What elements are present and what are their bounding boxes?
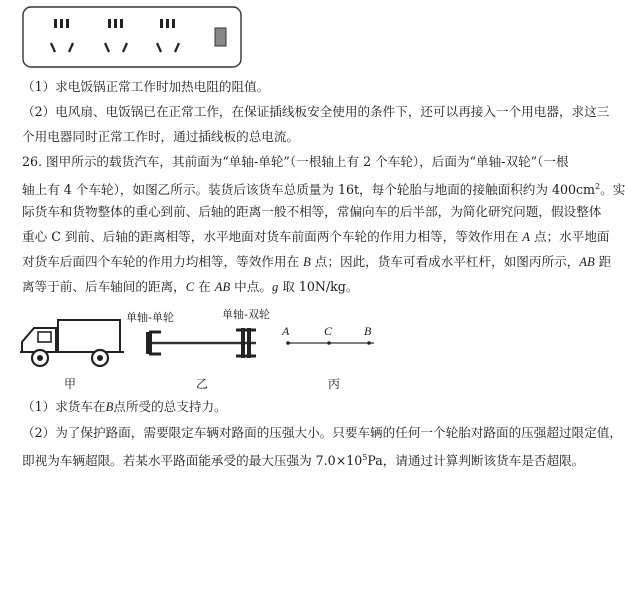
q26-line1: 26. 图甲所示的载货汽车，其前面为“单轴-单轮”（一根轴上有 2 个车轮），后面为“单轴-双轮”（一根 [22, 154, 569, 169]
q26-part1: （1）求货车在B点所受的总支持力。 [22, 399, 227, 414]
q25-part2-line1: （2）电风扇、电饭锅已在正常工作，在保证插线板安全使用的条件下，还可以再接入一个用电器，求这三 [22, 104, 610, 119]
q26-part2-line1: （2）为了保护路面，需要限定车辆对路面的压强大小。只要车辆的任何一个轮胎对路面的压强超过限定值， [22, 425, 622, 440]
point-c-label: C [324, 324, 333, 338]
axle-drawing [146, 328, 256, 358]
double-wheel-label: 单轴-双轮 [222, 308, 270, 321]
switch [215, 28, 226, 46]
point-a-label: A [282, 324, 290, 338]
figure-yi-caption: 乙 [196, 377, 209, 391]
figure-bing-caption: 丙 [328, 377, 341, 391]
truck-figures [16, 306, 396, 394]
q25-part2-line2: 个用电器同时正常工作时，通过插线板的总电流。 [22, 129, 300, 144]
power-strip-figure [22, 6, 242, 68]
q26-line6: 离等于前、后车轴间的距离，C 在 AB 中点。g 取 10N/kg。 [22, 279, 359, 294]
q26-line3: 际货车和货物整体的重心到前、后轴的距离一般不相等，常偏向车的后半部，为简化研究问题，假设整体 [22, 204, 602, 219]
power-strip-drawing [22, 6, 242, 68]
q26-line2: 轴上有 4 个车轮），如图乙所示。装货后该货车总质量为 16t，每个轮胎与地面的接触面积约为 $400cm^2$。实 [22, 182, 625, 198]
q26-line5: 对货车后面四个车轮的作用力均相等，等效作用在 B 点；因此，货车可看成水平杠杆，如图丙所示，AB 距 [22, 254, 612, 269]
q26-line4: 重心 C 到前、后轴的距离相等，水平地面对货车前面两个车轮的作用力相等，等效作用在 A 点；水平地面 [22, 229, 610, 244]
truck-drawing [20, 320, 124, 366]
single-wheel-label: 单轴-单轮 [126, 311, 174, 324]
point-b-label: B [364, 324, 372, 338]
q26-part2-line2: 即视为车辆超限。若某水平路面能承受的最大压强为 $7.0\times 10^5Pa$，请通过计算判断该货车是否超限。 [22, 453, 585, 469]
figure-jia-caption: 甲 [64, 377, 77, 391]
q25-part1: （1）求电饭锅正常工作时加热电阻的阻值。 [22, 79, 270, 94]
lever-drawing [286, 341, 374, 345]
